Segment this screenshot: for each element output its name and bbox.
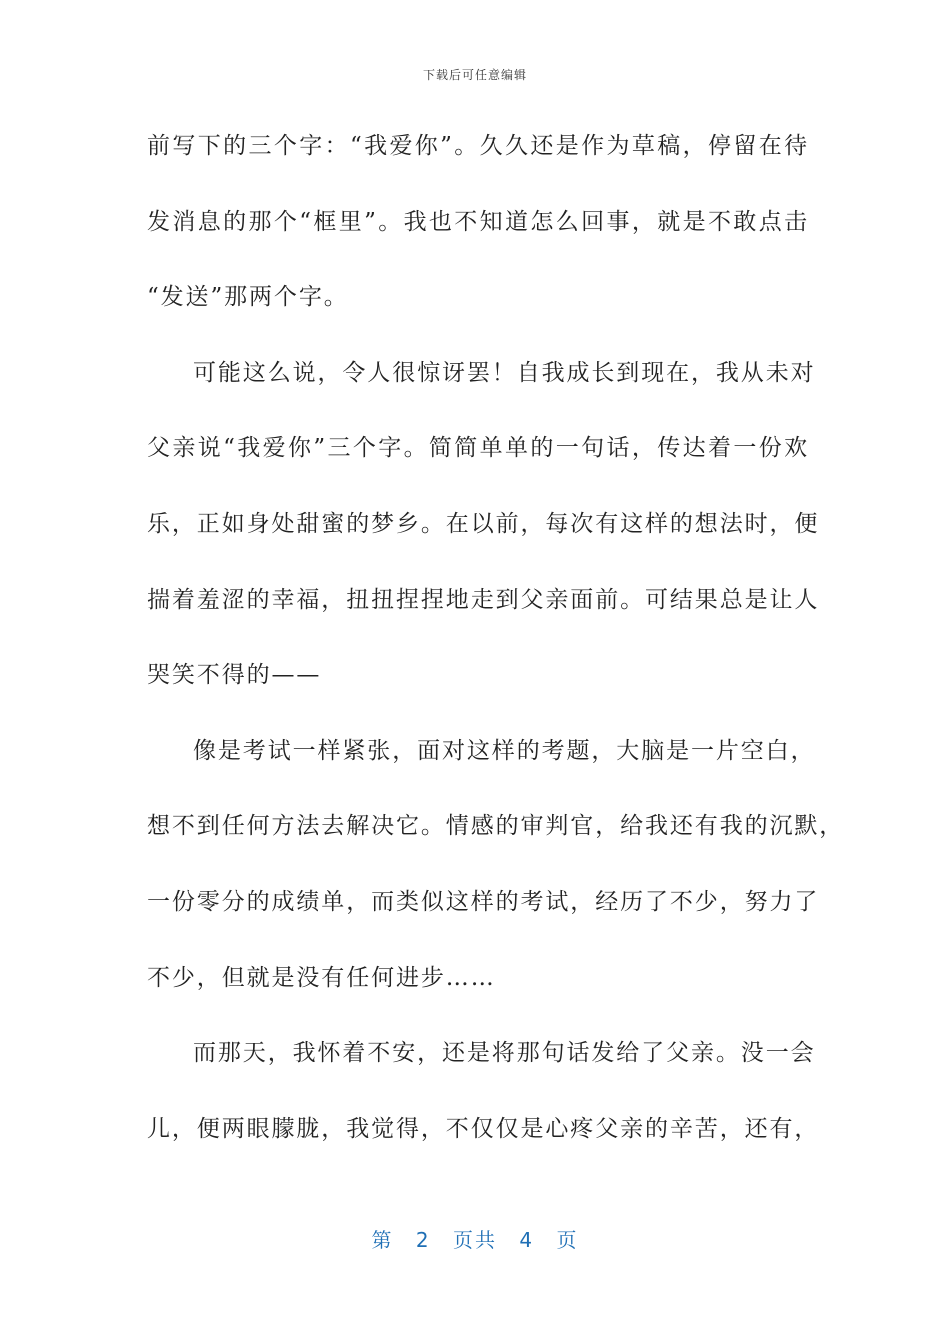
document-body	[147, 120, 845, 1178]
text-line: 可能这么说，令人很惊讶罢！自我成长到现在，我从未对	[193, 359, 816, 386]
total-pages-number: 4	[519, 1228, 535, 1252]
text-line: 而那天，我怀着不安，还是将那句话发给了父亲。没一会	[193, 1040, 816, 1067]
text-line: “发送”那两个字。	[147, 284, 349, 311]
page-header: 下载后可任意编辑	[422, 68, 527, 82]
footer-suffix: 页	[556, 1228, 579, 1252]
footer-middle: 页共	[453, 1228, 497, 1252]
text-line: 发消息的那个“框里”。我也不知道怎么回事，就是不敢点击	[147, 208, 809, 235]
current-page-number: 2	[415, 1228, 431, 1252]
text-line: 揣着羞涩的幸福，扭扭捏捏地走到父亲面前。可结果总是让人	[147, 586, 820, 613]
text-line: 像是考试一样紧张，面对这样的考题，大脑是一片空白，	[193, 737, 816, 764]
text-line: 不少，但就是没有任何进步……	[147, 964, 496, 991]
text-line: 儿，便两眼朦胧，我觉得，不仅仅是心疼父亲的辛苦，还有，	[147, 1115, 820, 1142]
text-line: 哭笑不得的——	[147, 662, 322, 689]
text-line: 前写下的三个字：“我爱你”。久久还是作为草稿，停留在待	[147, 133, 809, 159]
footer-prefix: 第	[371, 1228, 394, 1252]
text-line: 乐，正如身处甜蜜的梦乡。在以前，每次有这样的想法时，便	[147, 510, 820, 537]
text-line: 父亲说“我爱你”三个字。简简单单的一句话，传达着一份欢	[147, 435, 809, 462]
text-line: 一份零分的成绩单，而类似这样的考试，经历了不少，努力了	[147, 888, 820, 915]
text-line: 想不到任何方法去解决它。情感的审判官，给我还有我的沉默，	[147, 813, 845, 840]
page-footer	[0, 1224, 950, 1253]
